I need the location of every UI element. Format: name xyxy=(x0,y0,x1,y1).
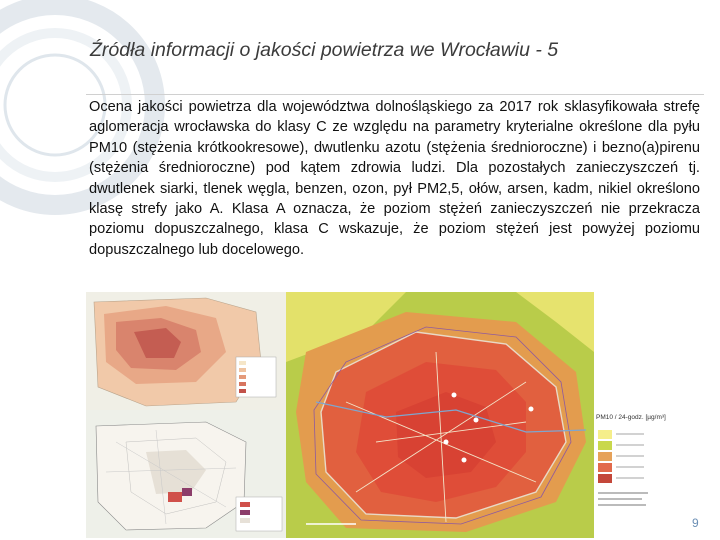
title-divider xyxy=(86,94,704,95)
legend-swatch-2 xyxy=(598,441,612,450)
page-number: 9 xyxy=(692,516,699,530)
legend-swatch-4 xyxy=(598,463,612,472)
left-maps-image xyxy=(86,292,286,538)
slide-body-text: Ocena jakości powietrza dla województwa dolnośląskiego za 2017 rok sklasyfikowała strefę aglomeracja wrocławska do klasy C ze względu na parametry kryterialne określone dla pyłu PM10 (stężenia krótkookresowe), dwutlenku azotu (stężenia średnioroczne) i bezno(a)pirenu (stężenia średnioroczne) pod kątem zdrowia ludzi. Dla pozostałych zanieczyszczeń tj. dwutlenek siarki, tlenek węgla, benzen, ozon, pył PM2,5, ołów, arsen, kadm, nikiel określono klasę strefy jako A. Klasa A oznacza, że poziom stężeń zanieczyszczeń nie przekracza poziomu dopuszczalnego, klasa C wskazuje, że poziom stężeń jest powyżej poziomu dopuszczalnego lub docelowego. xyxy=(89,99,700,258)
map-legend xyxy=(594,412,690,538)
pm10-concentration-map xyxy=(286,292,594,538)
legend-swatch-3 xyxy=(598,452,612,461)
legend-swatch-5 xyxy=(598,474,612,483)
slide-title: Źródła informacji o jakości powietrza we Wrocławiu - 5 xyxy=(90,39,559,61)
legend-title: PM10 / 24-godz. [µg/m³] xyxy=(596,414,666,421)
legend-swatch-1 xyxy=(598,430,612,439)
